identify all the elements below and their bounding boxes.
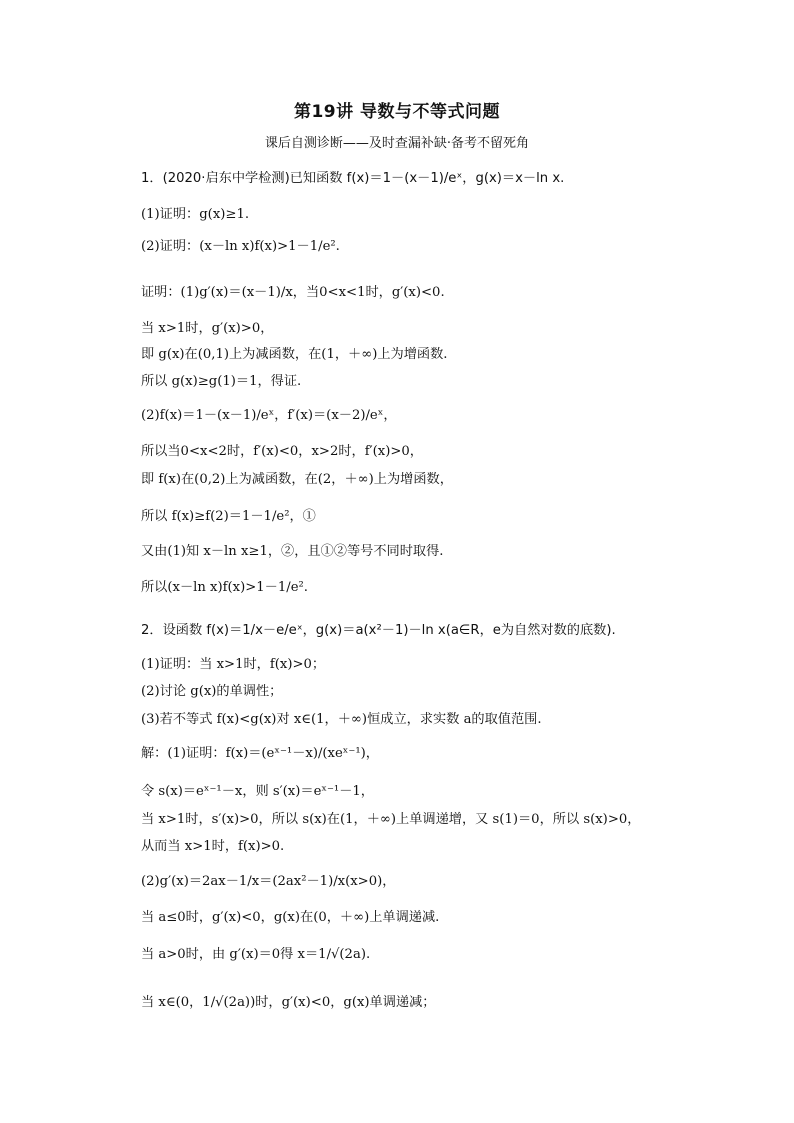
- solution-line: 当 x>1时，g′(x)>0，: [141, 321, 274, 336]
- solution-line: (2)f(x)＝1－(x－1)/eˣ，f′(x)＝(x－2)/eˣ，: [141, 408, 397, 423]
- problem-1-part-1: (1)证明：g(x)≥1.: [141, 207, 250, 222]
- solution-line: 又由(1)知 x－ln x≥1，②，且①②等号不同时取得.: [141, 544, 444, 559]
- solution-line: 当 a>0时，由 g′(x)＝0得 x＝1/√(2a).: [141, 947, 371, 962]
- solution-line: 所以 f(x)≥f(2)＝1－1/e²，①: [141, 509, 316, 524]
- solution-line: 所以 g(x)≥g(1)＝1，得证.: [141, 374, 302, 389]
- solution-line: 即 g(x)在(0,1)上为减函数，在(1，＋∞)上为增函数.: [141, 347, 448, 362]
- solution-line: 当 x>1时，s′(x)>0，所以 s(x)在(1，＋∞)上单调递增，又 s(1)＝0，所以 s(x)>0，: [141, 812, 641, 827]
- solution-line: 解：(1)证明：f(x)＝(eˣ⁻¹－x)/(xeˣ⁻¹)，: [141, 746, 379, 761]
- problem-1-statement: 1．(2020·启东中学检测)已知函数 f(x)＝1－(x－1)/eˣ，g(x)＝x－ln x.: [141, 171, 565, 186]
- problem-2-part-3: (3)若不等式 f(x)<g(x)对 x∈(1，＋∞)恒成立，求实数 a的取值范围.: [141, 712, 542, 727]
- page-title: 第19讲 导数与不等式问题: [293, 102, 501, 122]
- problem-2-part-2: (2)讨论 g(x)的单调性；: [141, 684, 283, 699]
- solution-line: (2)g′(x)＝2ax－1/x＝(2ax²－1)/x(x>0)，: [141, 874, 396, 889]
- solution-line: 所以当0<x<2时，f′(x)<0，x>2时，f′(x)>0，: [141, 444, 423, 459]
- solution-line: 令 s(x)＝eˣ⁻¹－x，则 s′(x)＝eˣ⁻¹－1，: [141, 784, 374, 799]
- problem-2-part-1: (1)证明：当 x>1时，f(x)>0；: [141, 657, 326, 672]
- solution-line: 证明：(1)g′(x)＝(x－1)/x，当0<x<1时，g′(x)<0.: [141, 285, 445, 300]
- solution-line: 所以(x－ln x)f(x)>1－1/e².: [141, 580, 308, 595]
- solution-line: 从而当 x>1时，f(x)>0.: [141, 839, 285, 854]
- problem-1-part-2: (2)证明：(x－ln x)f(x)>1－1/e².: [141, 239, 340, 254]
- solution-line: 当 x∈(0，1/√(2a))时，g′(x)<0，g(x)单调递减；: [141, 995, 436, 1010]
- page-subtitle: 课后自测诊断——及时查漏补缺·备考不留死角: [264, 136, 530, 151]
- solution-line: 即 f(x)在(0,2)上为减函数，在(2，＋∞)上为增函数，: [141, 472, 453, 487]
- problem-2-statement: 2．设函数 f(x)＝1/x－e/eˣ，g(x)＝a(x²－1)－ln x(a∈R，e为自然对数的底数).: [141, 623, 616, 638]
- solution-line: 当 a≤0时，g′(x)<0，g(x)在(0，＋∞)上单调递减.: [141, 910, 440, 925]
